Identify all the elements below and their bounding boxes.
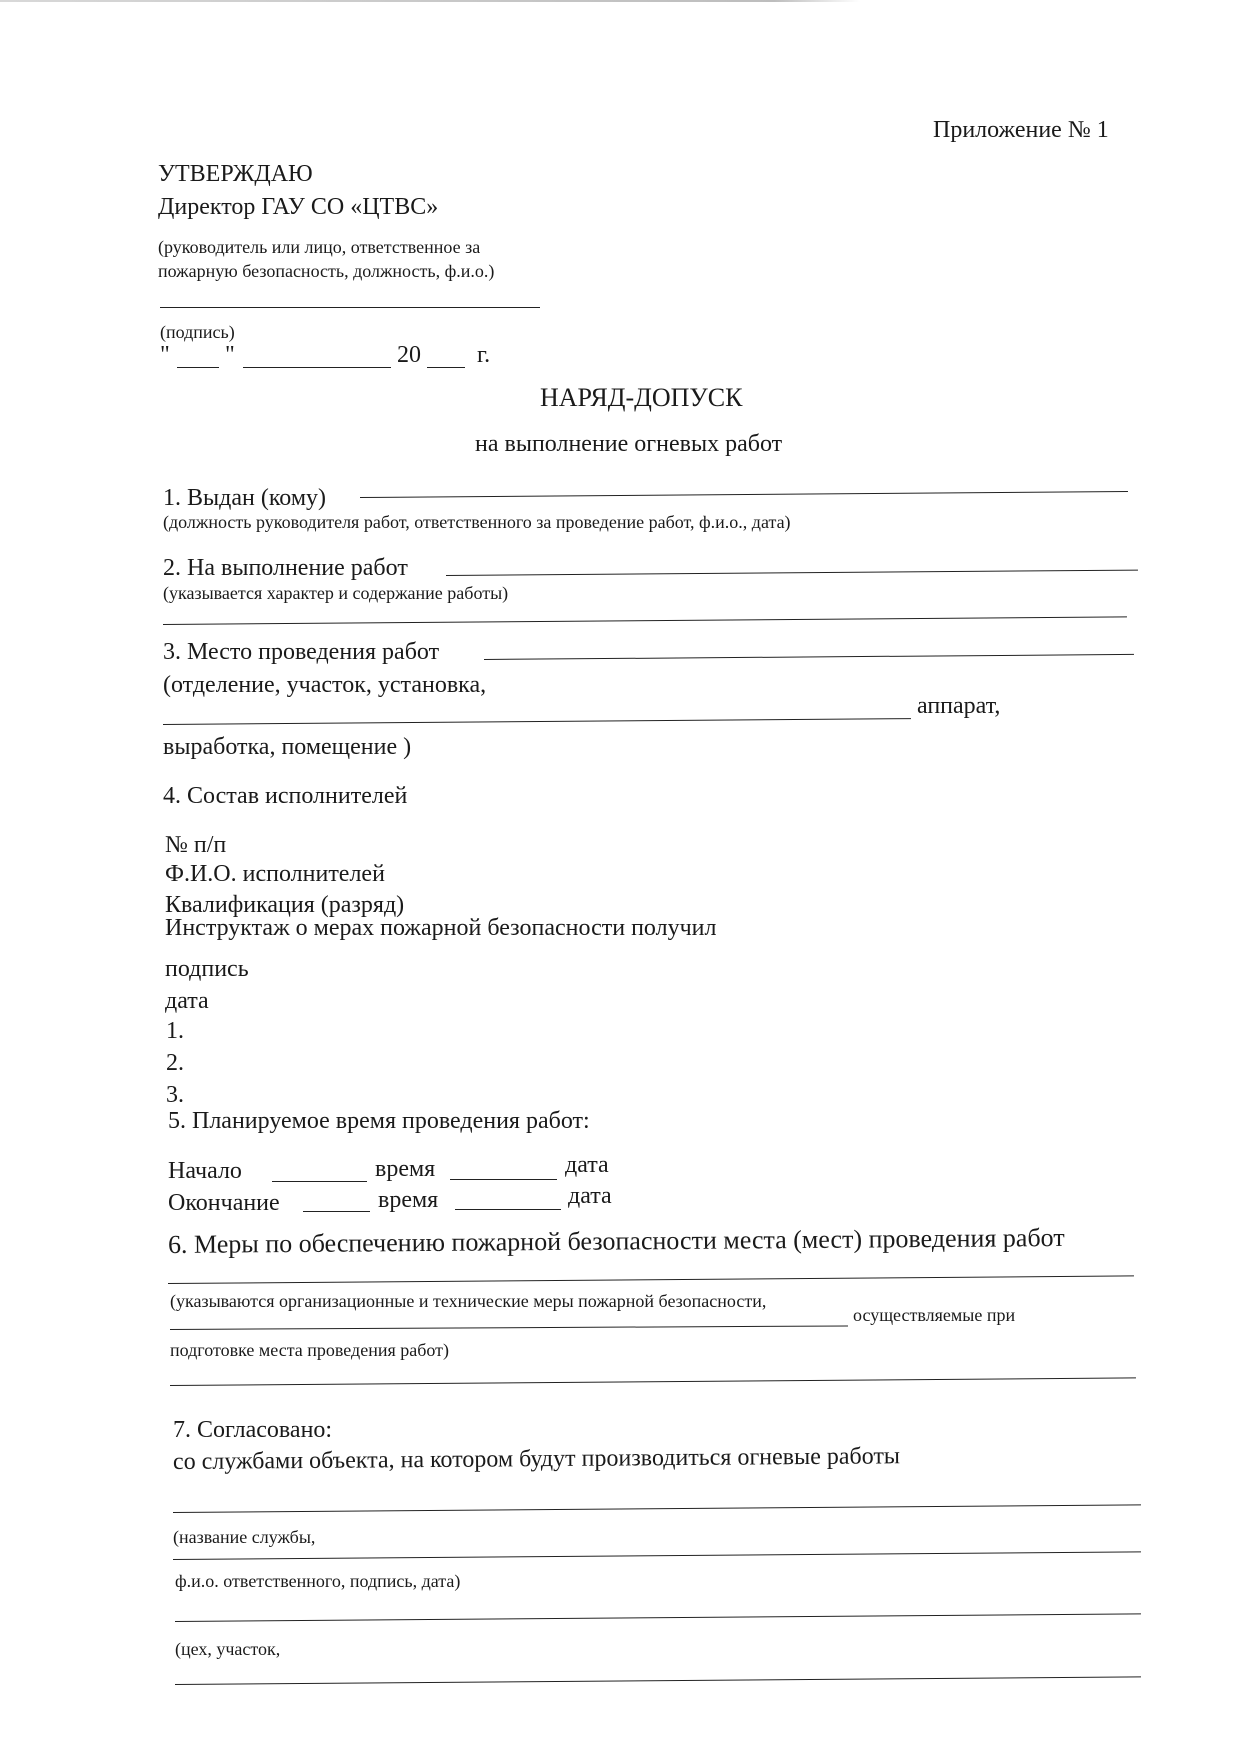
section1-label: 1. Выдан (кому)	[163, 485, 326, 511]
executors-col-number: № п/п	[165, 832, 227, 858]
section3-hint-apparatus: аппарат,	[917, 693, 1001, 719]
document-title: НАРЯД-ДОПУСК	[540, 383, 743, 412]
date-month-line	[243, 367, 391, 368]
start-time-label: время	[375, 1156, 436, 1182]
date-quote-open: "	[160, 342, 170, 368]
section2-line-2	[163, 616, 1127, 625]
section7-line-3	[175, 1613, 1141, 1622]
section5-label: 5. Планируемое время проведения работ:	[168, 1108, 590, 1134]
section6-line-1	[168, 1275, 1134, 1284]
executors-col-signature: подпись	[165, 956, 249, 982]
executors-col-date: дата	[165, 988, 209, 1014]
section6-line-2	[170, 1325, 848, 1330]
start-blank-line	[272, 1181, 367, 1182]
section7-label: 7. Согласовано:	[173, 1417, 333, 1443]
end-time-label: время	[378, 1187, 439, 1213]
date-year-line	[427, 367, 465, 368]
start-date-label: дата	[565, 1152, 609, 1178]
signature-label: (подпись)	[160, 322, 235, 342]
section2-label: 2. На выполнение работ	[163, 555, 408, 581]
date-quote-close: "	[225, 342, 235, 368]
executors-col-briefing: Инструктаж о мерах пожарной безопасности получил	[165, 915, 717, 941]
section7-line-1	[173, 1504, 1141, 1513]
appendix-label: Приложение № 1	[933, 117, 1109, 143]
section6-hint-line2: подготовке места проведения работ)	[170, 1340, 450, 1360]
signature-line	[160, 307, 540, 308]
end-blank-line	[303, 1211, 370, 1212]
section6-line-3	[170, 1377, 1136, 1386]
section7-line-2	[173, 1551, 1141, 1560]
executors-row-1: 1.	[166, 1018, 184, 1044]
section3-label: 3. Место проведения работ	[163, 639, 440, 665]
document-subtitle: на выполнение огневых работ	[475, 431, 783, 457]
date-year: 20	[397, 342, 421, 368]
start-label: Начало	[168, 1158, 242, 1184]
section7-subtitle: со службами объекта, на котором будут производиться огневые работы	[172, 1443, 901, 1475]
executors-row-2: 2.	[166, 1050, 184, 1076]
approve-title: УТВЕРЖДАЮ	[158, 161, 313, 187]
section3-line-2	[163, 718, 911, 725]
executors-row-3: 3.	[166, 1082, 184, 1108]
section6-hint-line1: (указываются организационные и технические меры пожарной безопасности,	[170, 1291, 767, 1311]
section1-line	[360, 491, 1128, 498]
section6-hint-right: осуществляемые при	[853, 1305, 1016, 1325]
end-label: Окончание	[168, 1190, 280, 1216]
start-time-line	[450, 1179, 557, 1180]
end-date-label: дата	[568, 1183, 612, 1209]
section2-line	[446, 570, 1138, 576]
section7-hint-shop: (цех, участок,	[175, 1639, 281, 1659]
section7-hint-service: (название службы,	[173, 1527, 316, 1547]
section7-line-4	[175, 1676, 1141, 1685]
section2-hint: (указывается характер и содержание работы)	[163, 583, 509, 603]
executors-col-name: Ф.И.О. исполнителей	[165, 861, 385, 887]
end-time-line	[455, 1209, 561, 1210]
date-day-line	[177, 367, 219, 368]
scan-edge-artifact	[0, 0, 860, 2]
date-suffix: г.	[477, 342, 491, 368]
section7-hint-person: ф.и.о. ответственного, подпись, дата)	[175, 1571, 461, 1591]
section3-hint-line1: (отделение, участок, установка,	[163, 672, 487, 698]
section3-line	[484, 654, 1134, 660]
section6-label: 6. Меры по обеспечению пожарной безопасности места (мест) проведения работ	[167, 1222, 1065, 1259]
section1-hint: (должность руководителя работ, ответственного за проведение работ, ф.и.о., дата)	[163, 512, 791, 532]
section4-label: 4. Состав исполнителей	[163, 783, 408, 809]
executors-col-qualification: Квалификация (разряд)	[165, 892, 405, 918]
approve-hint-line1: (руководитель или лицо, ответственное за	[158, 237, 481, 257]
approve-position: Директор ГАУ СО «ЦТВС»	[158, 194, 439, 220]
section3-hint-line3: выработка, помещение )	[163, 734, 412, 760]
approve-hint-line2: пожарную безопасность, должность, ф.и.о.)	[158, 261, 495, 281]
